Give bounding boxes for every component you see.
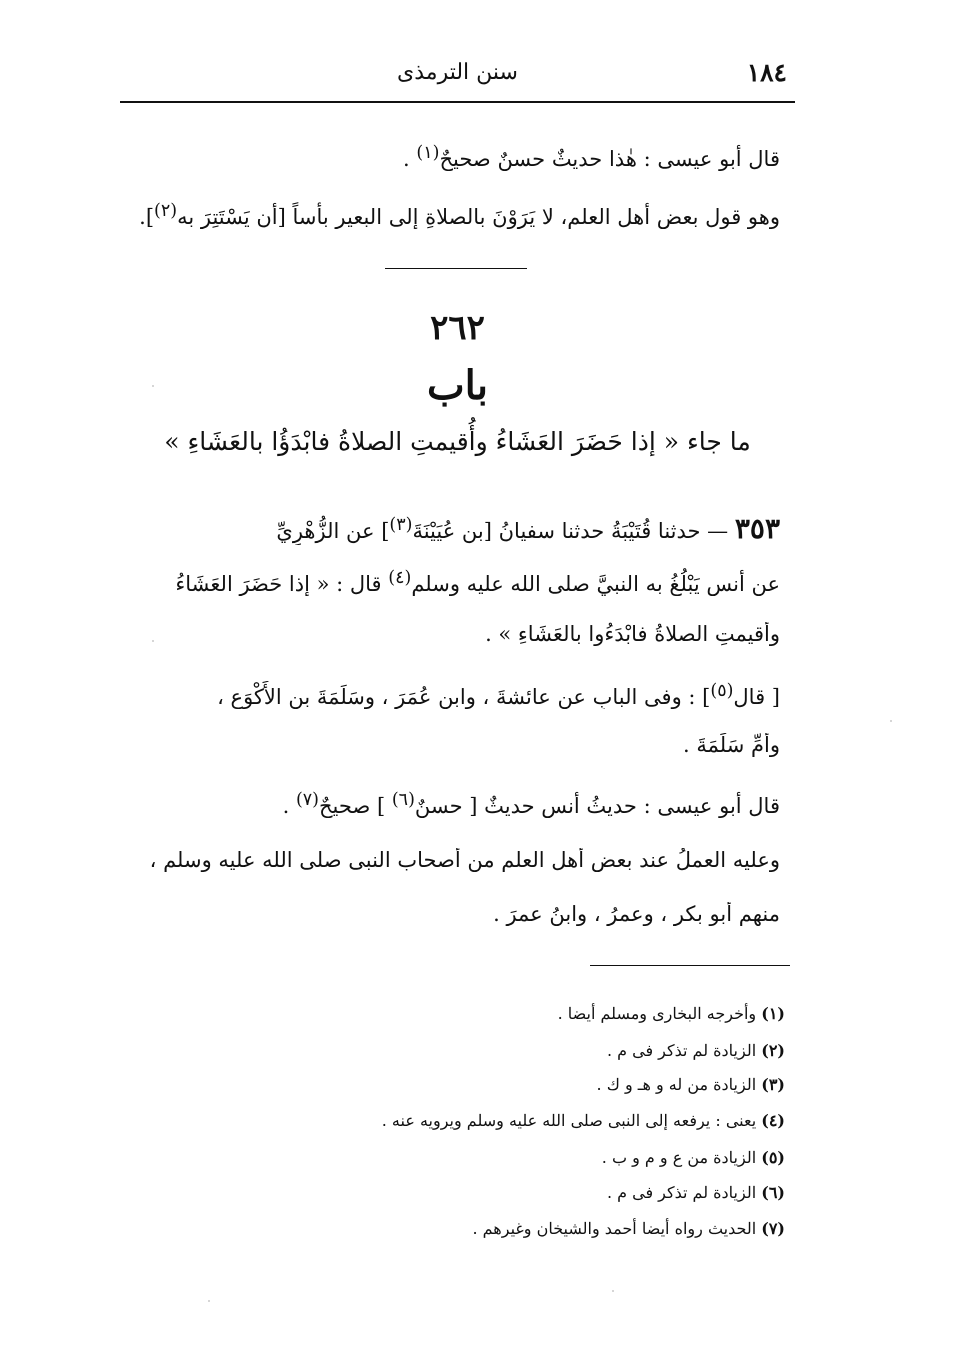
scan-speck [152, 640, 154, 642]
bab-line-1 [120, 681, 780, 709]
bab-line-1-text: ] : وفى البابِ عن عائشةَ ، وابنِ عُمَرَ ، وسَلَمَةَ بنِ الأَكْوَعِ ، [217, 685, 711, 709]
section-divider [385, 268, 527, 269]
footnote-text: الزيادة من ع و م و ب . [601, 1148, 757, 1167]
footnote-separator [590, 965, 790, 966]
top-line-1-tail: . [403, 147, 410, 171]
hadith-line-2 [120, 568, 780, 596]
hadith-line-1 [120, 512, 780, 545]
footnote-ref-6: (٦) [391, 790, 415, 810]
footnote-7 [330, 1219, 785, 1238]
footnote-ref-7: (٧) [295, 790, 319, 810]
footnote-text: الزيادة لم تذكر فى م . [606, 1041, 757, 1060]
footnote-1 [330, 1004, 785, 1023]
footnote-4 [330, 1111, 785, 1130]
footnote-marker: (٥) [761, 1148, 785, 1167]
hadith-line-2-tail: قال : « إذا حَضَرَ العَشَاءُ [175, 572, 382, 596]
chapter-title: ما جاء « إذا حَضَرَ العَشَاءُ وأُقيمتِ الصلاةُ فابْدَؤُا بالعَشَاءِ » [164, 427, 751, 456]
header-rule [120, 101, 795, 103]
top-line-2-text: وهو قول بعضِ أهل العلم، لا يَرَوْنَ بالصلاةِ إلى البعيرِ بأساً [أن يَسْتَتِرَ به [177, 205, 780, 229]
bab-line-1-head: [ قال [733, 685, 780, 709]
bab-line-2: وأُمِّ سَلَمَةَ . [683, 733, 780, 757]
scan-speck [208, 1300, 210, 1302]
hadith-line-1-text: — حدثنا قُتَيْبَةُ حدثنا سفيانُ [بن عُيَيْنَةَ [412, 519, 729, 543]
footnote-2 [330, 1041, 785, 1060]
grading-text: قال أبو عيسى : حديثُ أنسٍ حديثٌ [ حسنٌ [414, 794, 780, 818]
practice-line-2: منهم أبو بكرٍ ، وعمرُ ، وابنُ عمرَ . [493, 902, 780, 926]
footnote-5 [330, 1148, 785, 1167]
footnote-text: الحديث رواه أيضا أحمد والشيخان وغيرهم . [472, 1219, 757, 1238]
hadith-line-2-text: عن أنسٍ يَبْلُغُ به النبيَّ صلى الله عليه وسلم [411, 572, 780, 596]
scan-speck [152, 385, 154, 387]
practice-line-1: وعليه العملُ عند بعضِ أهل العلم من أصحاب النبى صلى الله عليه وسلم ، [149, 848, 780, 872]
footnote-6 [330, 1183, 785, 1202]
footnote-marker: (٣) [761, 1075, 785, 1094]
top-line-1 [120, 143, 780, 171]
page-header [120, 58, 795, 94]
footnote-marker: (٤) [761, 1111, 785, 1130]
footnote-marker: (٢) [761, 1041, 785, 1060]
footnote-text: وأخرجه البخارى ومسلم أيضا . [557, 1004, 757, 1023]
hadith-number: ٣٥٣ [734, 512, 780, 545]
footnote-ref-2: (٢) [154, 201, 178, 221]
top-line-2-tail: ]. [139, 205, 155, 229]
footnote-ref-3: (٣) [389, 515, 413, 535]
footnote-marker: (٧) [761, 1219, 785, 1238]
scan-speck [890, 720, 892, 722]
footnote-marker: (١) [761, 1004, 785, 1023]
footnote-ref-4: (٤) [388, 568, 412, 588]
grading-line [120, 790, 780, 818]
footnote-ref-5: (٥) [710, 681, 734, 701]
page-number: ١٨٤ [746, 58, 787, 87]
footnote-marker: (٦) [761, 1183, 785, 1202]
footnote-3 [330, 1075, 785, 1094]
footnote-text: الزيادة لم تذكر فى م . [606, 1183, 757, 1202]
footnote-text: يعنى : يرفعه إلى النبى صلى الله عليه وسلم ويرويه عنه . [381, 1111, 757, 1130]
book-title: سنن الترمذى [397, 60, 518, 85]
hadith-line-1-tail: ] عن الزُّهْرِيِّ [276, 519, 390, 543]
footnote-ref-1: (١) [416, 143, 440, 163]
chapter-label: باب [427, 362, 488, 409]
top-line-2 [120, 201, 780, 229]
hadith-line-3: وأقيمتِ الصلاةُ فابْدَءُوا بالعَشَاءِ » . [485, 622, 780, 646]
top-line-1-text: قال أبو عيسى : هٰذا حديثٌ حسنٌ صحيحٌ [439, 147, 780, 171]
chapter-number: ٢٦٢ [430, 308, 485, 348]
grading-mid: ] صحيحٌ [319, 794, 386, 818]
scan-speck [612, 1290, 614, 1292]
grading-tail: . [282, 794, 290, 818]
footnote-text: الزيادة من له و هـ و ك . [596, 1075, 757, 1094]
